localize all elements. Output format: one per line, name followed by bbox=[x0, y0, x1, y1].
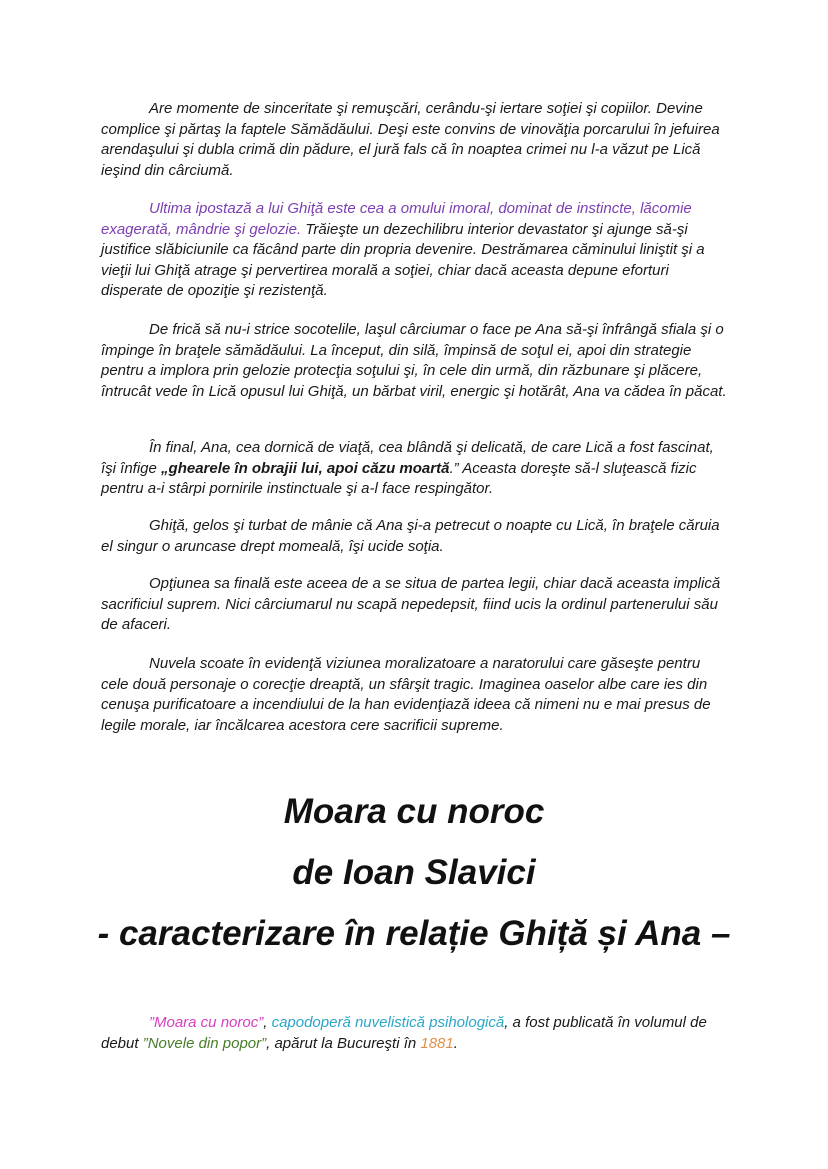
paragraph-last-hypostasis bbox=[101, 199, 731, 302]
title-work: Moara cu noroc bbox=[283, 792, 545, 831]
paragraph-remorse: Are momente de sinceritate şi remuşcări, cerându-şi iertare soţiei şi copiilor. Devine complice şi părtaş la faptele Sămădăului. Deşi este convins de vinovăţia porcarului în jefuirea arendaşului şi dubla crimă din pădure, el jură fals că în noaptea crimei nu l-a văzut pe Lică ieşind din cârciumă. bbox=[101, 100, 720, 179]
volume-name: ”Novele din popor” bbox=[142, 1034, 267, 1052]
intro-sep: , bbox=[263, 1014, 272, 1031]
paragraph-ana-final-end: .” Aceasta doreşte să-l sluţească fizic pentru a-i stârpi pornirile instinctuale şi a-l face respingător. bbox=[101, 459, 697, 497]
paragraph-moral-vision: Nuvela scoate în evidenţă viziunea moralizatoare a naratorului care găseşte pentru cele două personaje o corecţie dreaptă, un sfârşit tragic. Imaginea oaselor albe care ies din cenuşa purificatoare a incendiului de la han evidenţiază ideea că nimeni nu e mai presus de legile morale, iar încălcarea acestora cere sacrificii supreme. bbox=[101, 655, 711, 734]
paragraph-final-option: Opţiunea sa finală este aceea de a se situa de partea legii, chiar dacă aceasta implică sacrificiul suprem. Nici cârciumarul nu scapă nepedepsit, fiind ucis la ordinul partenerului său de afaceri. bbox=[101, 575, 721, 633]
quote-claws: „ghearele în obrajii lui, apoi căzu moartă bbox=[161, 459, 450, 477]
paragraph-last-hypostasis-text: Trăieşte un dezechilibru interior devastator şi ajunge să-şi justifice slăbiciunile ca făcând parte din propria devenire. Destrămarea căminului liniştit şi a vieţii lui Ghiţă atrage şi pervertirea morală a soţiei, chiar dacă aceasta depune eforturi disperate de opoziţie şi rezistenţă. bbox=[101, 220, 705, 299]
paragraph-ghita-kills: Ghiţă, gelos şi turbat de mânie că Ana şi-a petrecut o noapte cu Lică, în braţele căruia el singur o aruncase drept momeală, îşi ucide soţia. bbox=[101, 517, 720, 555]
title-subtitle: - caracterizare în relație Ghiță și Ana – bbox=[97, 914, 731, 953]
publication-year: 1881 bbox=[420, 1034, 454, 1052]
intro-end: . bbox=[453, 1034, 458, 1052]
highlight-last-hypostasis: Ultima ipostază a lui Ghiţă este cea a omului imoral, dominat de instincte, lăcomie exagerată, mândrie şi gelozie. bbox=[101, 200, 692, 238]
paragraph-ana-final-start: În final, Ana, cea dornică de viaţă, cea blândă şi delicată, de care Lică a fost fascinat, îşi înfige bbox=[101, 439, 714, 477]
work-name: ”Moara cu noroc” bbox=[149, 1014, 264, 1031]
work-genre: capodoperă nuvelistică psihologică bbox=[271, 1014, 505, 1031]
intro-mid2: , apărut la Bucureşti în bbox=[266, 1034, 421, 1052]
paragraph-ana-final bbox=[101, 438, 731, 500]
title-author: de Ioan Slavici bbox=[292, 853, 536, 892]
paragraph-ana-fall: De frică să nu-i strice socotelile, laşul cârciumar o face pe Ana să-şi înfrângă sfiala şi o împinge în braţele sămădăului. La început, din silă, împinsă de soţul ei, apoi din strategie pentru a implora prin gelozie protecţia soţului şi, în cele din urmă, din răzbunare şi plăcere, întrucât vede în Lică opusul lui Ghiţă, un bărbat viril, energic şi hotărât, Ana va cădea în păcat. bbox=[101, 321, 727, 400]
intro-mid: , a fost publicată în volumul de debut bbox=[101, 1014, 707, 1052]
paragraph-intro bbox=[101, 1013, 731, 1054]
